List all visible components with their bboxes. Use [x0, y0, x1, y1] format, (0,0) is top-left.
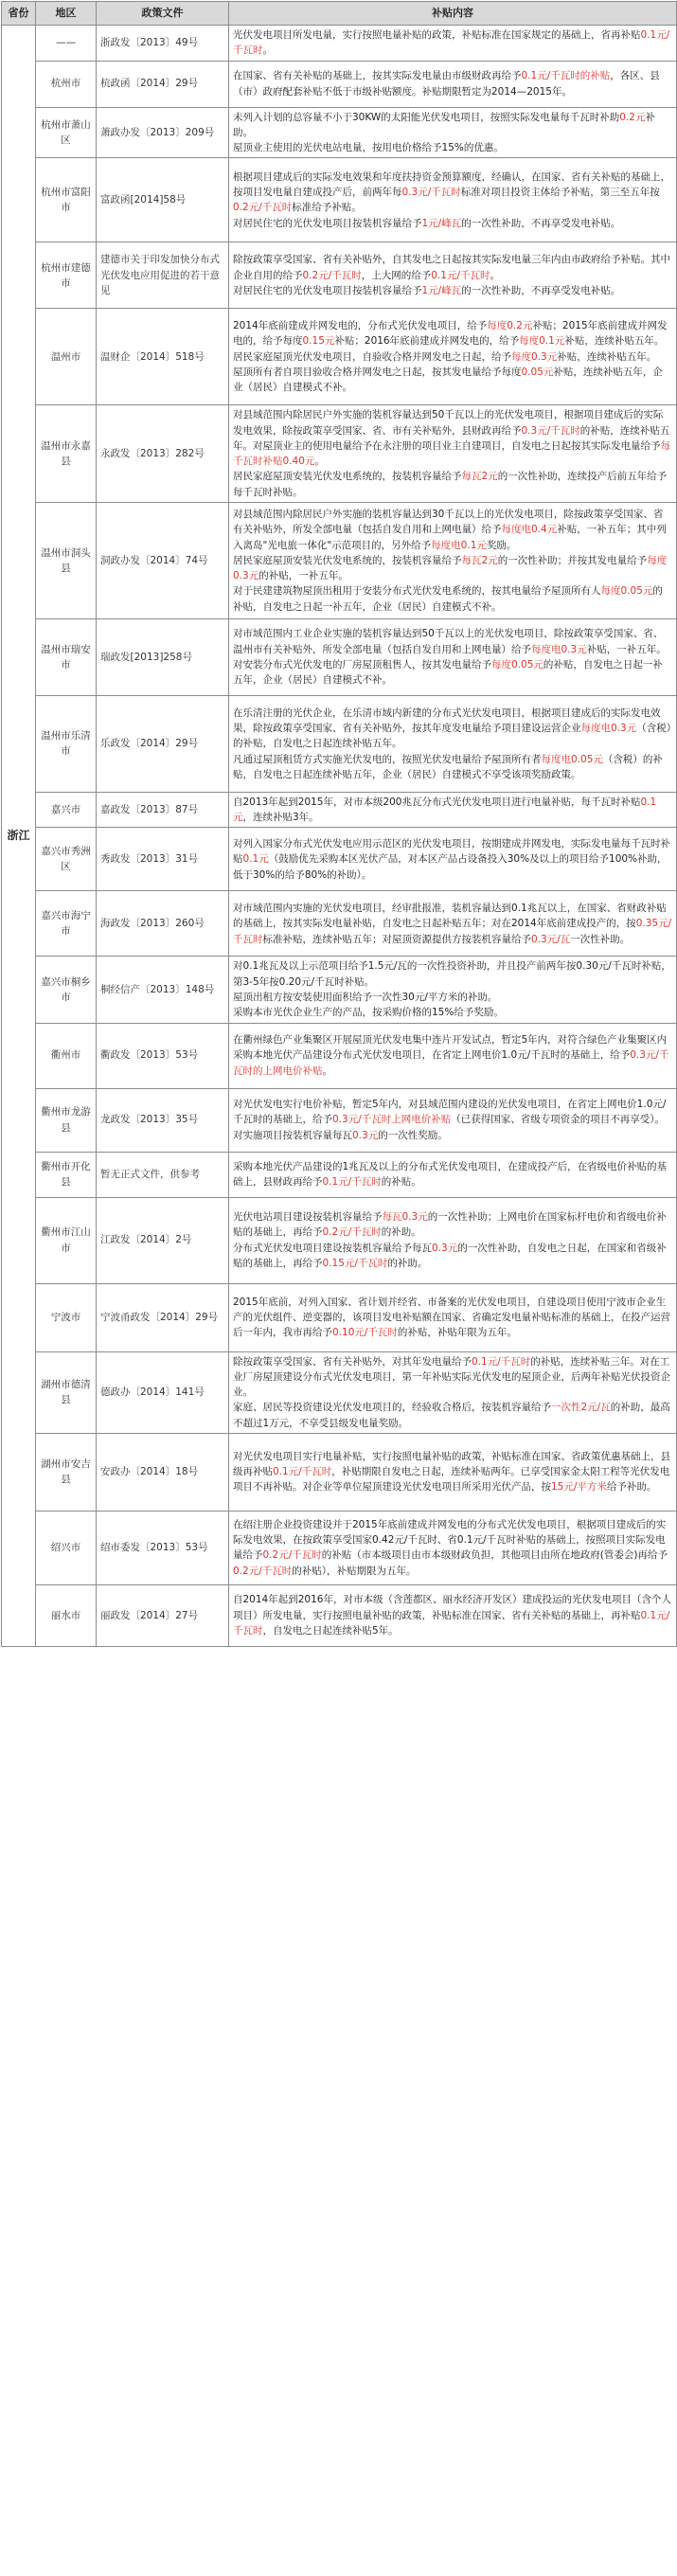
subsidy-amount: 每度0.05元 [491, 658, 543, 671]
region-cell: 湖州市安吉县 [36, 1433, 97, 1511]
policy-doc-cell: 绍市委发〔2013〕53号 [97, 1511, 229, 1584]
subsidy-text: 根据项目建成后的实际发电效果和年度扶持资金预算额度，经确认，在国家、省有关补贴的基础上，按项目发电量自建成投产后，前两年每 [233, 170, 670, 199]
subsidy-amount: 每度电0.3元 [580, 723, 637, 735]
subsidy-text: 对列入国家分布式光伏发电应用示范区的光伏发电项目，按期建成并网发电，实际发电量每千瓦时补贴 [233, 838, 670, 866]
table-row [2, 695, 677, 792]
subsidy-amount: 每度0.3元 [233, 554, 668, 582]
policy-doc-cell: 嘉政发〔2013〕87号 [97, 792, 229, 828]
subsidy-amount: 1元/峰瓦 [421, 284, 462, 296]
table-row [2, 957, 677, 1023]
subsidy-text: 的补贴（市本级项目由市本级财政负担，其他项目由所在地政府(管委会)再给予 [321, 1549, 668, 1562]
table-row [2, 61, 677, 107]
subsidy-text: 对光伏发电实行电价补贴，暂定5年内，对县域范围内建设的光伏发电项目，在省定上网电价1.0元/千瓦时的基础上，给予 [233, 1099, 667, 1126]
subsidy-amount: 0.3元 [432, 1242, 458, 1254]
subsidy-amount: 0.2元/千瓦时 [322, 1226, 382, 1239]
subsidy-text: ，上大网的给予 [361, 269, 432, 281]
subsidy-content-cell [229, 957, 677, 1023]
subsidy-amount: 0.3元 [352, 1129, 379, 1141]
subsidy-amount: 0.2元/千瓦时 [233, 202, 293, 214]
policy-doc-cell: 海政发〔2013〕260号 [97, 891, 229, 957]
subsidy-text: （含税）的补贴，自发电之日起连续补贴五年。 [233, 723, 671, 750]
subsidy-text: 对光伏发电项目实行电量补贴，实行按照电量补贴的政策，补贴标准在国家、省政策优惠基础上，县级再补贴 [233, 1450, 670, 1478]
subsidy-amount: 每度电0.3元 [531, 643, 587, 655]
subsidy-text: 奖励。 [486, 539, 517, 551]
policy-doc-cell: 富政函[2014]58号 [97, 158, 229, 242]
region-cell: 嘉兴市海宁市 [36, 891, 97, 957]
table-row [2, 1584, 677, 1646]
subsidy-text: 对县域范围内除居民户外实施的装机容量达到30千瓦以上的光伏发电项目，除按政策享受国家、省有关补贴外，所发全部电量（包括自发自用和上网电量）给予 [233, 508, 664, 536]
table-row [2, 1152, 677, 1197]
subsidy-text: 补贴，连续补贴五年。 [564, 335, 665, 348]
subsidy-amount: 0.1元/千瓦时 [431, 269, 490, 281]
subsidy-text: ，自发电之日起连续补贴5年。 [262, 1624, 399, 1637]
table-row [2, 1283, 677, 1351]
region-cell: 杭州市萧山区 [36, 107, 97, 158]
region-cell: 宁波市 [36, 1283, 97, 1351]
subsidy-content-cell [229, 1023, 677, 1088]
policy-doc-cell: 安政办〔2014〕18号 [97, 1433, 229, 1511]
subsidy-content-cell [229, 1584, 677, 1646]
subsidy-text: 补贴；2015年底前建成并网发电的，给予每度 [233, 320, 668, 348]
province-cell: 浙江 [2, 26, 36, 1647]
subsidy-text: 。 [314, 456, 325, 468]
region-cell: 衢州市开化县 [36, 1152, 97, 1197]
subsidy-amount: 0.3元/千瓦时 [401, 187, 461, 199]
subsidy-text: 光伏电站项目建设按装机容量给予 [233, 1210, 383, 1223]
subsidy-text: 的补贴，连续补贴五年。对屋顶业主的使用电量给予在永注册的项目业主自建项目，自发电之日起按其实际发电量给予 [233, 424, 670, 452]
table-header-row [2, 2, 677, 26]
header-subsidy-content: 补贴内容 [229, 2, 677, 26]
subsidy-content-cell [229, 1511, 677, 1584]
subsidy-content-cell [229, 891, 677, 957]
region-cell: 绍兴市 [36, 1511, 97, 1584]
subsidy-content-cell [229, 309, 677, 405]
subsidy-amount: 每度电0.05元 [541, 753, 603, 765]
table-row [2, 828, 677, 891]
policy-doc-cell: 丽政发〔2014〕27号 [97, 1584, 229, 1646]
subsidy-amount: 0.1元/千瓦时 [233, 29, 670, 57]
region-cell: 温州市永嘉县 [36, 405, 97, 503]
subsidy-text: 的补贴，自发电之日起一补五年，企业（居民）自建模式不补。 [233, 585, 663, 613]
table-row [2, 405, 677, 503]
subsidy-amount: 0.2元/千瓦时 [233, 1565, 293, 1577]
table-row [2, 618, 677, 695]
subsidy-content-cell [229, 61, 677, 107]
subsidy-text: 在衢州绿色产业集聚区开展屋顶光伏发电集中连片开发试点，暂定5年内，对符合绿色产业集聚区内采购本地光伏产品建设分布式光伏发电项目，在省定上网电价1.0元/千瓦时的基础上，给予 [233, 1034, 668, 1062]
subsidy-amount: 0.15元 [302, 335, 335, 348]
subsidy-amount: 每度电0.4元 [501, 524, 558, 536]
subsidy-amount: 每度0.2元 [487, 320, 533, 332]
subsidy-text: 的一次性补助；并按其发电量给予 [497, 554, 648, 566]
subsidy-amount: 0.2元 [619, 111, 646, 123]
subsidy-amount: 0.1元/千瓦时 [472, 1355, 531, 1368]
subsidy-content-cell [229, 158, 677, 242]
subsidy-amount: 1元/峰瓦 [421, 217, 462, 229]
subsidy-amount: 0.1元/千瓦时 [233, 1609, 670, 1637]
table-row [2, 891, 677, 957]
subsidy-text: 补贴，连续补贴五年，企业（居民）自建模式不补。 [233, 366, 663, 394]
subsidy-text: 。 [490, 269, 500, 281]
table-row [2, 242, 677, 309]
subsidy-content-cell [229, 1433, 677, 1511]
subsidy-content-cell [229, 405, 677, 503]
subsidy-text: 对0.1兆瓦及以上示范项目给予1.5元/瓦的一次性投资补助，并且投产前两年按0.30元/千瓦时补贴，第3-5年按0.20元/千瓦时补贴。 [233, 960, 671, 988]
subsidy-text: 在绍注册企业投资建设并于2015年底前建成并网发电的分布式光伏发电项目，根据项目建成后的实际发电效果，在按政策享受国家0.42元/千瓦时、省0.1元/千瓦时补贴的基础上，按照项目实际发电量给予 [233, 1518, 667, 1562]
region-cell: 湖州市德清县 [36, 1351, 97, 1433]
subsidy-text: 对市域范围内实施的光伏发电项目，经审批报准，装机容量达到0.1兆瓦以上，在国家、省财政补贴的基础上，按其实际发电量补贴，自发电之日起补贴五年；对在2014年底前建成投产的，按 [233, 903, 667, 930]
table-row [2, 1023, 677, 1088]
subsidy-text: 对实施项目按装机容量每瓦 [233, 1129, 352, 1141]
region-cell: 嘉兴市秀洲区 [36, 828, 97, 891]
subsidy-amount: 0.1元 [242, 853, 269, 866]
subsidy-text: 的补贴，连续补贴三年。对在工业厂房屋顶建设分布式光伏发电项目，第一年补贴实际光伏发电的屋顶企业，后两年补贴光伏投资企业。 [233, 1355, 670, 1399]
subsidy-amount: 0.1元/千瓦时 [273, 1466, 332, 1478]
policy-doc-cell: 洞政办发〔2014〕74号 [97, 502, 229, 618]
subsidy-text: （已获得国家、省级专项资金的项目不再享受）。 [451, 1114, 665, 1126]
subsidy-text: 标准补贴，连续补贴五年；对屋顶资源提供方按装机容量给予 [262, 933, 531, 945]
subsidy-text: 2015年底前，对列入国家、省计划并经省、市备案的光伏发电项目，自建设项目使用宁波市企业生产的光伏组件、逆变器的，该项目发电补贴额在国家、省确定发电量补贴标准的基础上，在投产运营后一年内，我市再给予 [233, 1296, 670, 1339]
region-cell: 温州市 [36, 309, 97, 405]
subsidy-text: 对县域范围内除居民户外实施的装机容量达到50千瓦以上的光伏发电项目，根据项目建成后的实际发电效果，除按政策享受国家、省、市有关补贴外，县财政再给予 [233, 409, 664, 437]
subsidy-amount: 0.35元/千瓦时 [233, 918, 672, 945]
subsidy-content-cell [229, 1351, 677, 1433]
subsidy-text: 自2013年起到2015年，对市本级200兆瓦分布式光伏发电项目进行电量补贴，每千瓦时补贴 [233, 796, 641, 808]
region-cell: 衢州市龙游县 [36, 1088, 97, 1152]
subsidy-amount: 每瓦2元 [461, 554, 498, 566]
subsidy-content-cell [229, 26, 677, 62]
subsidy-text: （鼓励优先采购本区光伏产品，对本区产品占设备投入30%及以上的项目给予100%补助，低于30%的给予80%的补助）。 [233, 853, 668, 881]
table-row [2, 158, 677, 242]
subsidy-text: 对于民建建筑物屋顶出租用于安装分布式光伏发电系统的，按其电量给予屋顶所有人 [233, 585, 601, 598]
subsidy-text: 补贴；2016年底前建成并网发电的，给予 [334, 335, 520, 348]
subsidy-text: 除按政策享受国家、省有关补贴外，对其年发电量给予 [233, 1355, 472, 1368]
table-row [2, 1433, 677, 1511]
policy-doc-cell: 桐经信产〔2013〕148号 [97, 957, 229, 1023]
subsidy-amount: 0.3元/瓦 [531, 933, 571, 945]
subsidy-text: 标准给予补贴。 [292, 202, 362, 214]
subsidy-text: ，各区、县（市）政府配套补贴不低于市级补贴额度。补贴期限暂定为2014—2015年。 [233, 70, 660, 98]
policy-table [1, 1, 677, 1647]
subsidy-content-cell [229, 1197, 677, 1283]
subsidy-text: 补贴，连续补贴五年。 [557, 350, 657, 363]
subsidy-text: 标准对项目投资主体给予补贴，第三至五年按 [460, 187, 660, 199]
table-body [2, 26, 677, 1647]
policy-doc-cell: 暂无正式文件，供参考 [97, 1152, 229, 1197]
table-row [2, 502, 677, 618]
subsidy-text: 补贴，一补五年；其中列入离岛"光电旅一体化"示范项目的，另外给予 [233, 524, 667, 551]
policy-doc-cell: 温财企〔2014〕518号 [97, 309, 229, 405]
subsidy-text: 的补助。 [381, 1226, 421, 1239]
subsidy-text: 未列入计划的总容量不小于30KW的太阳能光伏发电项目，按照实际发电量每千瓦时补助 [233, 111, 620, 123]
subsidy-text: 2014年底前建成并网发电的，分布式光伏发电项目，给予 [233, 320, 488, 332]
policy-doc-cell: 杭政函〔2014〕29号 [97, 61, 229, 107]
subsidy-text: 的补贴，自发电之日起一补五年，企业（居民）自建模式不补。 [233, 658, 663, 687]
subsidy-content-cell [229, 792, 677, 828]
region-cell: 丽水市 [36, 1584, 97, 1646]
subsidy-content-cell [229, 242, 677, 309]
subsidy-content-cell [229, 618, 677, 695]
subsidy-text: 的补贴），补贴期限为五年。 [292, 1565, 417, 1577]
subsidy-amount: 0.1元/千瓦时 [322, 1176, 382, 1189]
subsidy-amount: 0.3元/千瓦时的上网电价补贴 [233, 1049, 669, 1077]
table-row [2, 107, 677, 158]
subsidy-text: 居民家庭屋顶安装光伏发电系统的，按装机容量给予 [233, 471, 462, 483]
table-row [2, 1088, 677, 1152]
region-cell: 杭州市富阳市 [36, 158, 97, 242]
subsidy-amount: 一次性2元/瓦 [551, 1402, 611, 1414]
subsidy-amount: 每瓦2元 [461, 471, 498, 483]
policy-doc-cell: 衢政发〔2013〕53号 [97, 1023, 229, 1088]
subsidy-amount: 0.1元/千瓦时的补贴 [521, 70, 611, 82]
subsidy-content-cell [229, 695, 677, 792]
region-cell: 温州市瑞安市 [36, 618, 97, 695]
region-cell: 嘉兴市桐乡市 [36, 957, 97, 1023]
subsidy-amount: 0.1元 [233, 796, 657, 824]
subsidy-text: 的一次性补助；上网电价在国家标杆电价和省级电价补贴的基础上，再给予 [233, 1210, 667, 1239]
subsidy-text: 家庭、居民等投资建设光伏发电项目的，经验收合格后，按装机容量给予 [233, 1402, 551, 1414]
policy-doc-cell: 德政办〔2014〕141号 [97, 1351, 229, 1433]
subsidy-content-cell [229, 1152, 677, 1197]
subsidy-content-cell [229, 1088, 677, 1152]
region-cell: 衢州市 [36, 1023, 97, 1088]
region-cell: 杭州市建德市 [36, 242, 97, 309]
subsidy-content-cell [229, 1283, 677, 1351]
table-row [2, 309, 677, 405]
subsidy-text: 的补助，最高不超过1万元，不享受县级发电量奖励。 [233, 1402, 670, 1429]
table-row [2, 1351, 677, 1433]
table-row [2, 1511, 677, 1584]
subsidy-text: 。 [262, 45, 273, 57]
subsidy-amount: 0.3元/千瓦时 [521, 424, 580, 437]
policy-doc-cell: 浙政发〔2013〕49号 [97, 26, 229, 62]
header-policy-doc: 政策文件 [97, 2, 229, 26]
subsidy-text: 屋顶业主使用的光伏电站电量，按用电价格给予15%的优惠。 [233, 142, 504, 154]
subsidy-amount: 15元/平方米 [551, 1481, 607, 1494]
policy-doc-cell: 瑞政发[2013]258号 [97, 618, 229, 695]
policy-doc-cell: 龙政发〔2013〕35号 [97, 1088, 229, 1152]
subsidy-amount: 每度0.05元 [600, 585, 653, 598]
subsidy-text: 的补贴，补贴年限为五年。 [397, 1327, 517, 1339]
subsidy-text: 光伏发电项目所发电量，实行按照电量补贴的政策，补贴标准在国家规定的基础上，省再补贴 [233, 29, 641, 41]
subsidy-amount: 每千瓦时补贴0.40元 [233, 439, 670, 468]
subsidy-text: 屋顶所有者自项目验收合格并网发电之日起，按其发电量给予每度 [233, 366, 522, 378]
header-region: 地区 [36, 2, 97, 26]
subsidy-amount: 每瓦0.3元 [382, 1210, 428, 1223]
subsidy-text: 的一次性补助，连续投产后前五年给予每千瓦时补贴。 [233, 471, 668, 498]
policy-doc-cell: 秀政发〔2013〕31号 [97, 828, 229, 891]
subsidy-text: 的一次性奖励。 [378, 1129, 448, 1141]
region-cell: 嘉兴市 [36, 792, 97, 828]
subsidy-text: 对居民住宅的光伏发电项目按装机容量给予 [233, 284, 422, 296]
subsidy-text: 一次性补助。 [570, 933, 631, 945]
policy-doc-cell: 宁波甬政发〔2014〕29号 [97, 1283, 229, 1351]
region-cell: 温州市乐清市 [36, 695, 97, 792]
subsidy-text: 的一次性补助，不再享受发电补贴。 [461, 217, 621, 229]
subsidy-text: 给予补助。 [606, 1481, 657, 1494]
policy-doc-cell: 永政发〔2013〕282号 [97, 405, 229, 503]
subsidy-text: 的一次性补助，自发电之日起，在国家和省级补贴的基础上，再给予 [233, 1242, 667, 1269]
subsidy-text: 的补贴。 [381, 1176, 421, 1189]
policy-doc-cell: 乐政发〔2014〕29号 [97, 695, 229, 792]
subsidy-text: 在国家、省有关补贴的基础上，按其实际发电量由市级财政再给予 [233, 70, 522, 82]
subsidy-content-cell [229, 828, 677, 891]
subsidy-amount: 每度0.3元 [511, 350, 558, 363]
subsidy-amount: 0.10元/千瓦时 [332, 1327, 398, 1339]
subsidy-text: 补助。 [233, 111, 655, 138]
subsidy-amount: 0.15元/千瓦时 [322, 1257, 388, 1269]
region-cell: 温州市洞头县 [36, 502, 97, 618]
subsidy-text: 自2014年起到2016年，对市本级（含莲都区、丽水经济开发区）建成投运的光伏发电项目（含个人项目）所发电量，实行按照电量补贴的政策，补贴标准在国家、省有关补贴的基础上，再补贴 [233, 1594, 671, 1621]
header-province: 省份 [2, 2, 36, 26]
subsidy-amount: 0.2元/千瓦时 [302, 269, 362, 281]
subsidy-text: 。 [322, 1064, 332, 1077]
subsidy-amount: 0.05元 [521, 366, 554, 378]
subsidy-amount: 0.2元/千瓦时 [262, 1549, 322, 1562]
subsidy-text: 居民家庭屋顶安装光伏发电系统的，按装机容量给予 [233, 554, 462, 566]
subsidy-text: 的补贴，一补五年。 [258, 570, 348, 582]
subsidy-text: 的一次性补助，不再享受发电补贴。 [461, 284, 621, 296]
subsidy-text: 的补助。 [387, 1257, 428, 1269]
subsidy-text: ，补贴期限自发电之日起，连续补贴两年。已享受国家金太阳工程等光伏发电项目不再补贴。对企业等单位屋顶建设光伏发电项目所采用光伏产品，按 [233, 1466, 670, 1494]
subsidy-text: 采购本市光伏企业生产的产品，按采购价格的15%给予奖励。 [233, 1007, 504, 1019]
table-row [2, 792, 677, 828]
subsidy-text: 对安装分布式光伏发电的厂房屋顶租售人，按其发电量给予 [233, 658, 491, 671]
region-cell: 衢州市江山市 [36, 1197, 97, 1283]
subsidy-text: 采购本地光伏产品建设的1兆瓦及以上的分布式光伏发电项目，在建成投产后，在省级电价补贴的基础上，县财政再给予 [233, 1160, 668, 1189]
region-cell: 杭州市 [36, 61, 97, 107]
subsidy-text: （含税）的补贴，自发电之日起连续补贴五年，企业（居民）自建模式不享受该项奖励政策。 [233, 753, 663, 780]
policy-doc-cell: 江政发〔2014〕2号 [97, 1197, 229, 1283]
subsidy-text: 除按政策享受国家、省有关补贴外，自其发电之日起按其实际发电量三年内由市政府给予补贴。其中企业自用的给予 [233, 254, 670, 281]
region-cell: —— [36, 26, 97, 62]
subsidy-text: ，连续补贴3年。 [242, 812, 319, 824]
subsidy-amount: 0.3元/千瓦时上网电价补贴 [332, 1114, 452, 1126]
table-row [2, 1197, 677, 1283]
table-row [2, 26, 677, 62]
subsidy-text: 分布式光伏发电项目建设按装机容量给予每瓦 [233, 1242, 432, 1254]
subsidy-text: 对市域范围内工业企业实施的装机容量达到50千瓦以上的光伏发电项目，除按政策享受国家、省、温州市有关补贴外，所发全部电量（包括自发自用和上网电量）给予 [233, 628, 664, 655]
subsidy-text: 在乐清注册的光伏企业，在乐清市域内新建的分布式光伏发电项目，根据项目建成后的实际发电效果，除按政策享受国家、省有关补贴外，按其年度发电量给予项目建设运营企业 [233, 707, 661, 735]
subsidy-amount: 每度0.1元 [519, 335, 565, 348]
subsidy-text: 补贴，一补五年。 [586, 643, 667, 655]
subsidy-content-cell [229, 502, 677, 618]
subsidy-text: 屋顶出租方按安装使用面积给予一次性30元/平方米的补助。 [233, 991, 498, 1003]
subsidy-text: 居民家庭屋顶光伏发电项目，自验收合格并网发电之日起，给予 [233, 350, 511, 363]
subsidy-text: 对居民住宅的光伏发电项目按装机容量给予 [233, 217, 422, 229]
policy-doc-cell: 建德市关于印发加快分布式光伏发电应用促进的若干意见 [97, 242, 229, 309]
subsidy-amount: 每度电0.1元 [431, 539, 487, 551]
subsidy-text: 凡通过屋顶租赁方式实施光伏发电的，按照光伏发电量给予屋顶所有者 [233, 753, 542, 765]
subsidy-content-cell [229, 107, 677, 158]
policy-doc-cell: 萧政办发〔2013〕209号 [97, 107, 229, 158]
